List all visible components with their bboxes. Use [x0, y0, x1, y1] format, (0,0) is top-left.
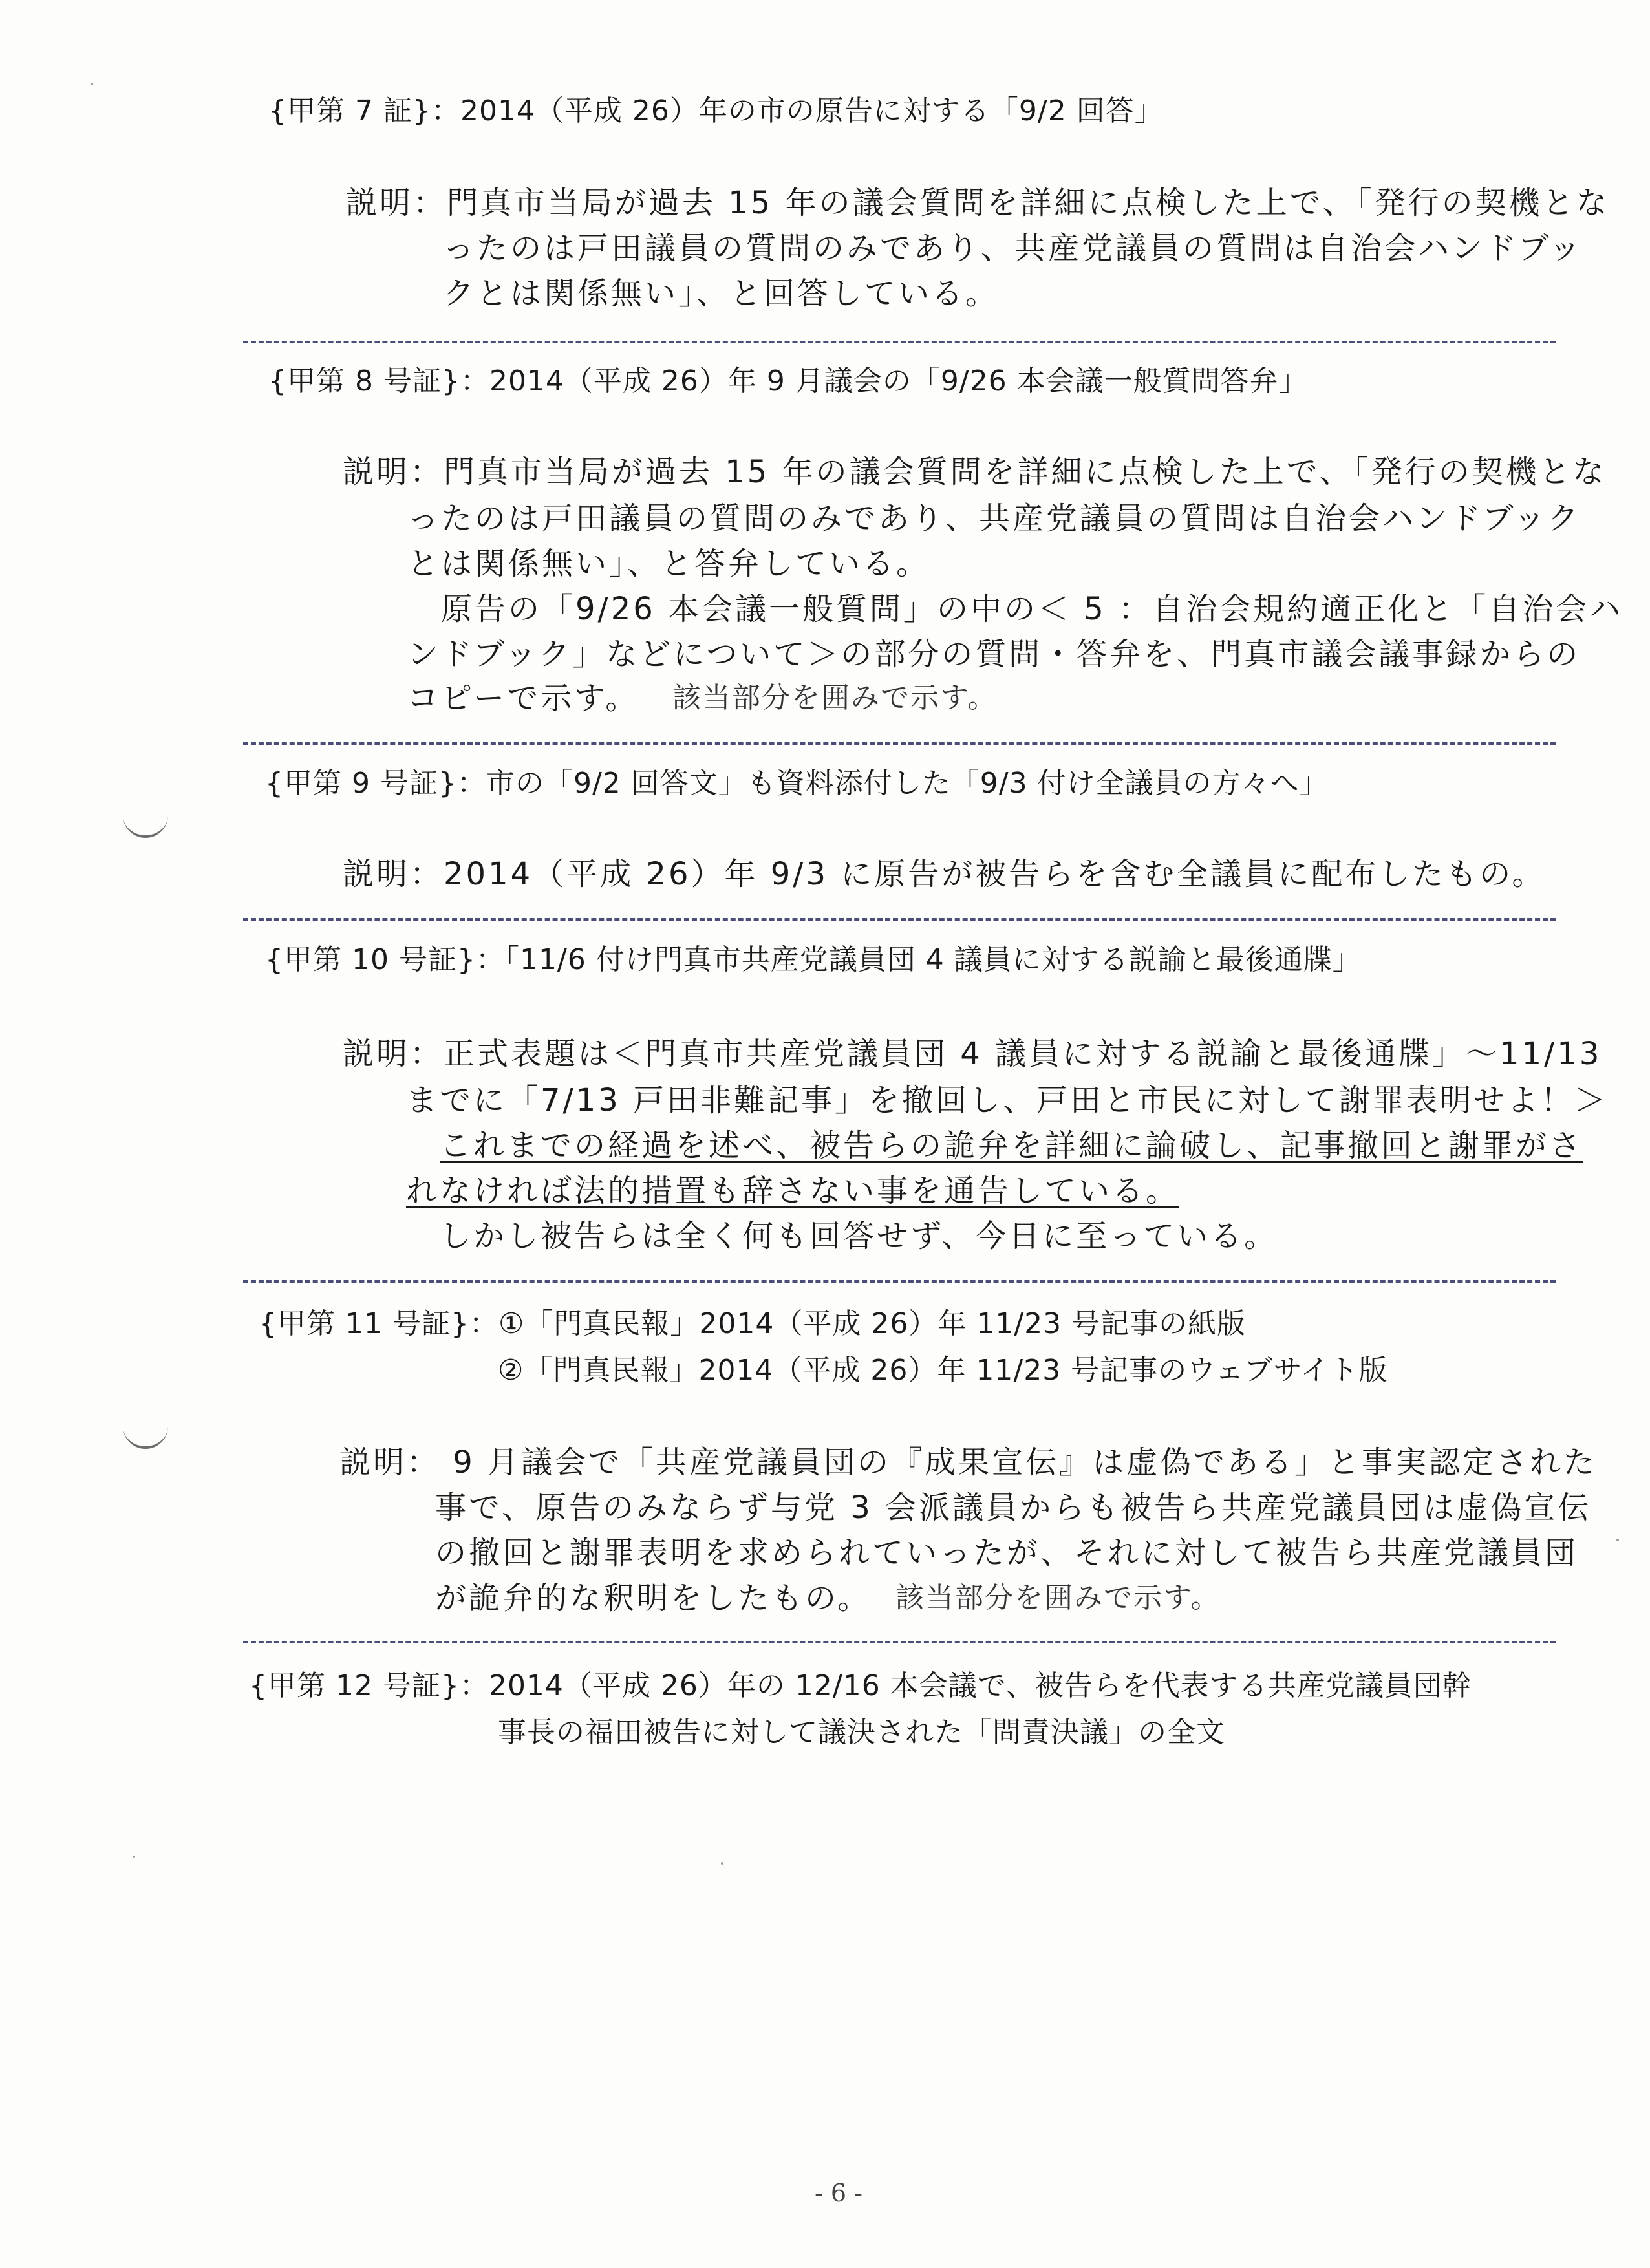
exhibit-7-explanation-line-1: 説明：門真市当局が過去 15 年の議会質問を詳細に点検した上で、「発行の契機とな [346, 185, 1610, 221]
page-number: - 6 - [815, 2179, 863, 2207]
scan-speck [1616, 1539, 1619, 1541]
exhibit-11-explanation-line-3: の撤回と謝罪表明を求められていったが、それに対して被告ら共産党議員団 [435, 1535, 1579, 1571]
binder-hole-mark-top [123, 808, 168, 838]
separator-4 [243, 1280, 1556, 1283]
exhibit-11-explanation-line-2: 事で、原告のみならず与党 3 会派議員からも被告ら共産党議員団は虚偽宣伝 [435, 1490, 1592, 1526]
exhibit-8-heading: {甲第 8 号証}：2014（平成 26）年 9 月議会の「9/26 本会議一般質問答弁」 [268, 365, 1308, 398]
exhibit-8-explanation-line-3: とは関係無い」、と答弁している。 [407, 546, 930, 582]
exhibit-10-heading: {甲第 10 号証}：「11/6 付け門真市共産党議員団 4 議員に対する説諭と最後通牒」 [265, 943, 1362, 976]
exhibit-11-heading: {甲第 11 号証}：①「門真民報」2014（平成 26）年 11/23 号記事の紙版 [259, 1307, 1247, 1340]
exhibit-10-explanation-line-2: までに「7/13 戸田非難記事」を撤回し、戸田と市民に対して謝罪表明せよ！＞ [406, 1082, 1609, 1118]
exhibit-9-explanation-line-1: 説明：2014（平成 26）年 9/3 に原告が被告らを含む全議員に配布したもの。 [343, 856, 1546, 892]
exhibit-8-explanation-line-5: ンドブック」などについて＞の部分の質問・答弁を、門真市議会議事録からの [407, 636, 1581, 672]
exhibit-10-explanation-line-5: しかし被告らは全く何も回答せず、今日に至っている。 [440, 1218, 1278, 1254]
exhibit-9-heading: {甲第 9 号証}：市の「9/2 回答文」も資料添付した「9/3 付け全議員の方々へ」 [265, 767, 1329, 800]
scan-speck [133, 1856, 135, 1858]
exhibit-11-explanation-line-4: が詭弁的な釈明をしたもの。 [435, 1580, 872, 1616]
exhibit-7-explanation-line-2: ったのは戸田議員の質問のみであり、共産党議員の質問は自治会ハンドブッ [443, 230, 1583, 266]
exhibit-10-explanation-line-3: これまでの経過を述べ、被告らの詭弁を詳細に論破し、記事撤回と謝罪がさ [440, 1128, 1583, 1164]
exhibit-11-heading-line-2: ②「門真民報」2014（平成 26）年 11/23 号記事のウェブサイト版 [498, 1354, 1388, 1387]
separator-3 [243, 918, 1556, 921]
scan-speck [91, 83, 93, 85]
exhibit-10-explanation-line-4: れなければ法的措置も辞さない事を通告している。 [406, 1173, 1180, 1209]
exhibit-12-heading: {甲第 12 号証}：2014（平成 26）年の 12/16 本会議で、被告らを代表する共産党議員団幹 [249, 1669, 1472, 1702]
separator-5 [243, 1641, 1556, 1643]
exhibit-7-heading: {甲第 7 証}：2014（平成 26）年の市の原告に対する「9/2 回答」 [268, 94, 1164, 127]
separator-1 [243, 341, 1556, 343]
exhibit-11-explanation-line-1: 説明： 9 月議会で「共産党議員団の『成果宣伝』は虚偽である」と事実認定された [339, 1444, 1598, 1481]
exhibit-8-explanation-line-2: ったのは戸田議員の質問のみであり、共産党議員の質問は自治会ハンドブック [407, 500, 1581, 537]
separator-2 [243, 742, 1556, 745]
binder-hole-mark-bottom [123, 1419, 168, 1449]
exhibit-11-note: 該当部分を囲みで示す。 [895, 1581, 1221, 1614]
exhibit-12-heading-line-2: 事長の福田被告に対して議決された「問責決議」の全文 [498, 1716, 1225, 1749]
exhibit-8-note: 該当部分を囲みで示す。 [672, 681, 998, 714]
exhibit-8-explanation-line-4: 原告の「9/26 本会議一般質問」の中の＜ 5 ：自治会規約適正化と「自治会ハ [441, 591, 1623, 627]
exhibit-7-explanation-line-3: クとは関係無い」、と回答している。 [443, 275, 1000, 312]
exhibit-10-explanation-line-1: 説明：正式表題は＜門真市共産党議員団 4 議員に対する説諭と最後通牒」～11/13 [343, 1036, 1602, 1072]
exhibit-8-explanation-line-1: 説明：門真市当局が過去 15 年の議会質問を詳細に点検した上で、「発行の契機とな [343, 454, 1607, 490]
scan-speck [721, 1862, 723, 1865]
exhibit-8-explanation-line-6: コピーで示す。 [407, 680, 639, 716]
